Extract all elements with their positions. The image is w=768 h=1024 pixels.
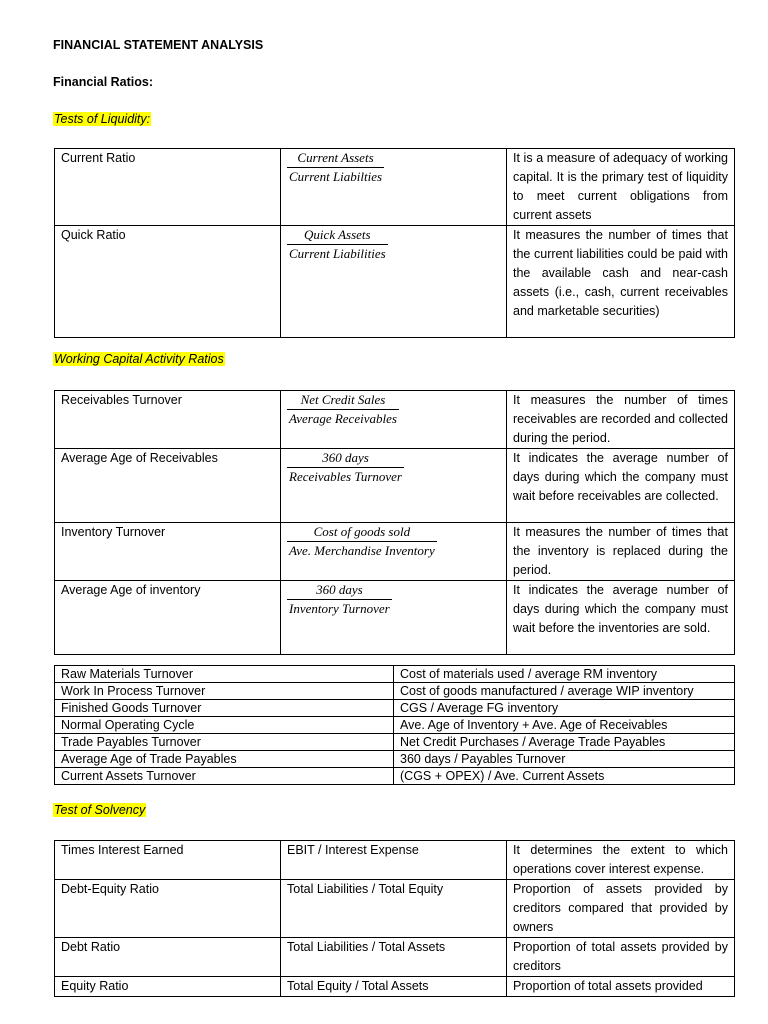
table-row <box>55 751 735 768</box>
denominator: Receivables Turnover <box>289 469 402 484</box>
ratio-formula: Net Credit Purchases / Average Trade Payables <box>394 734 735 751</box>
denominator: Current Liabilities <box>289 246 386 261</box>
ratio-formula: 360 days / Payables Turnover <box>394 751 735 768</box>
ratio-formula: EBIT / Interest Expense <box>281 841 507 880</box>
table-row <box>55 717 735 734</box>
ratio-description: It measures the number of times receivables are recorded and collected during the period. <box>507 391 735 449</box>
ratio-description: It measures the number of times that the current liabilities could be paid with the available cash and near-cash assets (i.e., cash, current receivables and marketable securities) <box>507 226 735 338</box>
ratio-description: It determines the extent to which operations cover interest expense. <box>507 841 735 880</box>
numerator: 360 days <box>287 449 404 468</box>
table-row <box>55 700 735 717</box>
liquidity-heading: Tests of Liquidity: <box>54 112 151 126</box>
table-row <box>55 523 735 581</box>
numerator: Current Assets <box>287 149 384 168</box>
ratio-name: Current Ratio <box>55 149 281 226</box>
section-subtitle: Financial Ratios: <box>53 75 154 89</box>
denominator: Average Receivables <box>289 411 397 426</box>
denominator: Ave. Merchandise Inventory <box>289 543 435 558</box>
document-title: FINANCIAL STATEMENT ANALYSIS <box>53 38 264 52</box>
ratio-description: Proportion of assets provided by creditors compared that provided by owners <box>507 880 735 938</box>
ratio-description: It measures the number of times that the inventory is replaced during the period. <box>507 523 735 581</box>
ratio-name: Average Age of Receivables <box>55 449 281 523</box>
ratio-formula: CGS / Average FG inventory <box>394 700 735 717</box>
ratio-name: Debt Ratio <box>55 938 281 977</box>
fraction <box>287 449 404 486</box>
ratio-formula: Total Liabilities / Total Assets <box>281 938 507 977</box>
table-row <box>55 581 735 655</box>
fraction <box>287 581 392 618</box>
denominator: Current Liabilties <box>289 169 383 184</box>
ratio-name: Raw Materials Turnover <box>55 666 394 683</box>
table-row <box>55 768 735 785</box>
ratio-name: Debt-Equity Ratio <box>55 880 281 938</box>
ratio-name: Receivables Turnover <box>55 391 281 449</box>
ratio-name: Current Assets Turnover <box>55 768 394 785</box>
ratio-formula <box>281 449 507 523</box>
numerator: Net Credit Sales <box>287 391 399 410</box>
other-ratios-table <box>54 665 735 785</box>
ratio-formula: (CGS + OPEX) / Ave. Current Assets <box>394 768 735 785</box>
table-row <box>55 880 735 938</box>
ratio-formula: Total Liabilities / Total Equity <box>281 880 507 938</box>
table-row <box>55 734 735 751</box>
ratio-formula <box>281 226 507 338</box>
table-row <box>55 226 735 338</box>
activity-heading: Working Capital Activity Ratios <box>54 352 224 366</box>
liquidity-table <box>54 148 735 338</box>
fraction <box>287 391 399 428</box>
solvency-heading: Test of Solvency <box>54 803 146 817</box>
ratio-name: Work In Process Turnover <box>55 683 394 700</box>
fraction <box>287 523 437 560</box>
numerator: Quick Assets <box>287 226 388 245</box>
table-row <box>55 938 735 977</box>
table-row <box>55 149 735 226</box>
ratio-name: Average Age of inventory <box>55 581 281 655</box>
ratio-description: It is a measure of adequacy of working capital. It is the primary test of liquidity to meet current obligations from current assets <box>507 149 735 226</box>
ratio-name: Equity Ratio <box>55 977 281 997</box>
ratio-name: Times Interest Earned <box>55 841 281 880</box>
ratio-formula: Ave. Age of Inventory + Ave. Age of Receivables <box>394 717 735 734</box>
ratio-name: Normal Operating Cycle <box>55 717 394 734</box>
activity-table <box>54 390 735 655</box>
fraction <box>287 149 384 186</box>
table-row <box>55 449 735 523</box>
denominator: Inventory Turnover <box>289 601 390 616</box>
table-row <box>55 391 735 449</box>
ratio-formula: Cost of goods manufactured / average WIP inventory <box>394 683 735 700</box>
ratio-formula: Cost of materials used / average RM inventory <box>394 666 735 683</box>
fraction <box>287 226 388 263</box>
ratio-formula <box>281 391 507 449</box>
solvency-table <box>54 840 735 997</box>
ratio-formula <box>281 581 507 655</box>
ratio-formula: Total Equity / Total Assets <box>281 977 507 997</box>
ratio-name: Average Age of Trade Payables <box>55 751 394 768</box>
numerator: Cost of goods sold <box>287 523 437 542</box>
ratio-name: Finished Goods Turnover <box>55 700 394 717</box>
ratio-description: Proportion of total assets provided by creditors <box>507 938 735 977</box>
ratio-formula <box>281 149 507 226</box>
table-row <box>55 841 735 880</box>
ratio-name: Trade Payables Turnover <box>55 734 394 751</box>
ratio-name: Quick Ratio <box>55 226 281 338</box>
ratio-formula <box>281 523 507 581</box>
table-row <box>55 977 735 997</box>
ratio-description: Proportion of total assets provided <box>507 977 735 997</box>
table-row <box>55 683 735 700</box>
ratio-description: It indicates the average number of days during which the company must wait before the inventories are sold. <box>507 581 735 655</box>
table-row <box>55 666 735 683</box>
numerator: 360 days <box>287 581 392 600</box>
ratio-description: It indicates the average number of days during which the company must wait before receivables are collected. <box>507 449 735 523</box>
ratio-name: Inventory Turnover <box>55 523 281 581</box>
